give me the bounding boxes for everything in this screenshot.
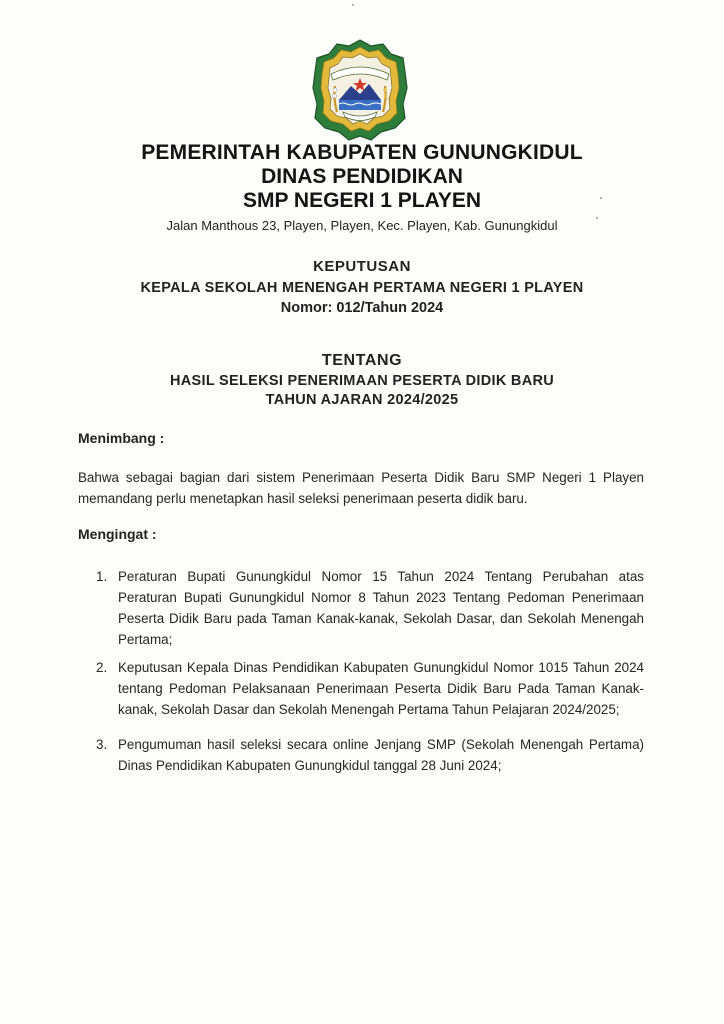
school-name: SMP NEGERI 1 PLAYEN bbox=[242, 189, 482, 212]
school-address: Jalan Manthous 23, Playen, Playen, Kec. Playen, Kab. Gunungkidul bbox=[166, 218, 558, 233]
subject-line-1: HASIL SELEKSI PENERIMAAN PESERTA DIDIK BARU bbox=[169, 373, 555, 389]
government-name: PEMERINTAH KABUPATEN GUNUNGKIDUL bbox=[141, 141, 583, 164]
scan-speck bbox=[352, 4, 354, 6]
department-name: DINAS PENDIDIKAN bbox=[261, 165, 463, 188]
list-item-text: Keputusan Kepala Dinas Pendidikan Kabupaten Gunungkidul Nomor 1015 Tahun 2024 tentang Pedoman Pelaksanaan Penerimaan Peserta Didik Baru Pada Taman Kanak-kanak, Sekolah Dasar dan Sekolah Menengah Pertama Tahun Pelajaran 2024/2025; bbox=[118, 660, 644, 717]
decree-number: Nomor: 012/Tahun 2024 bbox=[280, 300, 444, 316]
menimbang-label: Menimbang : bbox=[78, 430, 165, 446]
gunungkidul-regency-emblem-icon bbox=[311, 38, 409, 142]
scan-speck bbox=[600, 197, 602, 199]
list-item bbox=[96, 566, 644, 650]
decree-issuer: KEPALA SEKOLAH MENENGAH PERTAMA NEGERI 1 PLAYEN bbox=[140, 280, 584, 296]
menimbang-text: Bahwa sebagai bagian dari sistem Penerimaan Peserta Didik Baru SMP Negeri 1 Playen memandang perlu menetapkan hasil seleksi penerimaan peserta didik baru. bbox=[78, 470, 644, 506]
list-item-number: 2. bbox=[96, 660, 108, 675]
subject-title: TENTANG bbox=[321, 352, 403, 369]
mengingat-label: Mengingat : bbox=[78, 526, 157, 542]
list-item-number: 1. bbox=[96, 569, 108, 584]
list-item bbox=[96, 657, 644, 720]
list-item-number: 3. bbox=[96, 737, 108, 752]
list-item bbox=[96, 734, 644, 776]
decree-title: KEPUTUSAN bbox=[313, 258, 411, 275]
scan-speck bbox=[596, 217, 598, 219]
subject-line-2: TAHUN AJARAN 2024/2025 bbox=[265, 392, 459, 408]
list-item-text: Pengumuman hasil seleksi secara online Jenjang SMP (Sekolah Menengah Pertama) Dinas Pendidikan Kabupaten Gunungkidul tanggal 28 Juni 2024; bbox=[118, 737, 644, 773]
list-item-text: Peraturan Bupati Gunungkidul Nomor 15 Tahun 2024 Tentang Perubahan atas Peraturan Bupati Gunungkidul Nomor 8 Tahun 2023 Tentang Pedoman Penerimaan Peserta Didik Baru pada Taman Kanak-kanak, Sekolah Dasar, dan Sekolah Menengah Pertama; bbox=[118, 569, 644, 647]
